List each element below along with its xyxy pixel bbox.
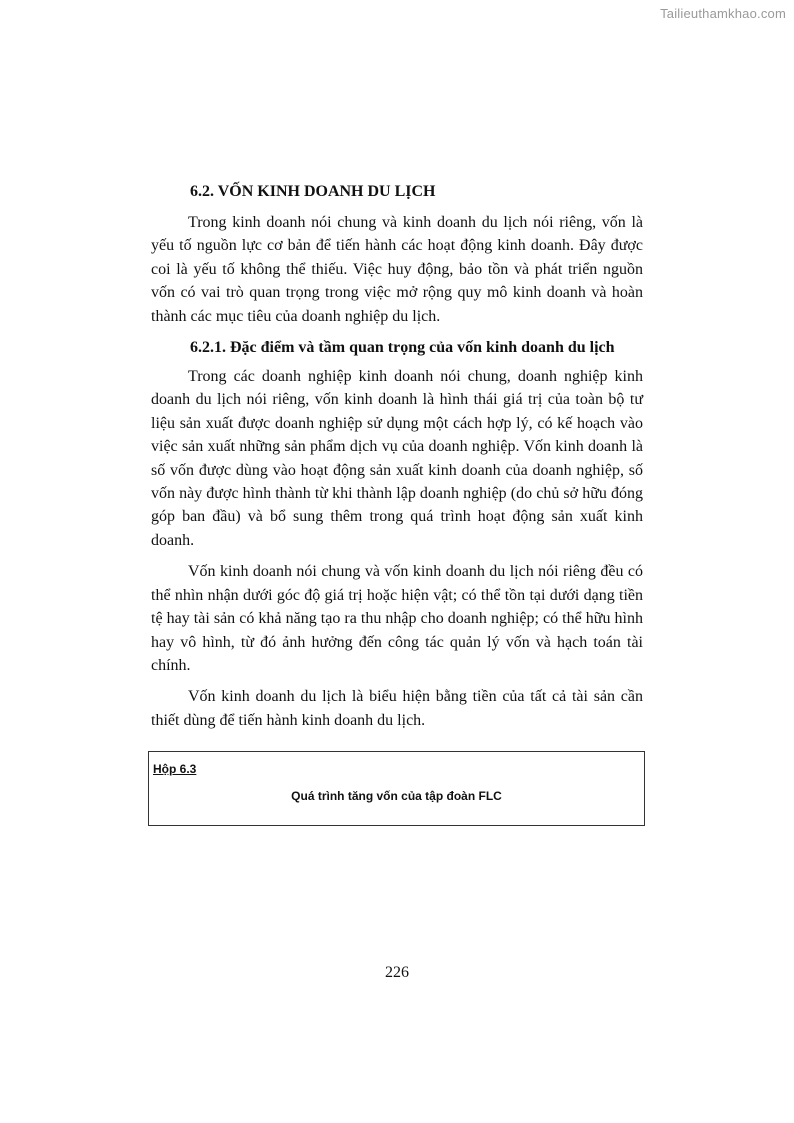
body-paragraph: Vốn kinh doanh du lịch là biểu hiện bằng tiền của tất cả tài sản cần thiết dùng để tiến hành kinh doanh du lịch.: [151, 688, 643, 729]
page-number: 226: [385, 964, 409, 981]
subsection-heading: 6.2.1. Đặc điểm và tầm quan trọng của vốn kinh doanh du lịch: [190, 339, 615, 357]
box-label: Hộp 6.3: [153, 762, 197, 776]
info-box: [148, 751, 645, 826]
section-intro-paragraph: Trong kinh doanh nói chung và kinh doanh du lịch nói riêng, vốn là yếu tố nguồn lực cơ bản để tiến hành các hoạt động kinh doanh. Đây được coi là yếu tố không thể thiếu. Việc huy động, bảo tồn và phát triển nguồn vốn có vai trò quan trọng trong việc mở rộng quy mô kinh doanh và hoàn thành các mục tiêu của doanh nghiệp du lịch.: [151, 214, 643, 325]
body-paragraph: Vốn kinh doanh nói chung và vốn kinh doanh du lịch nói riêng đều có thể nhìn nhận dưới góc độ giá trị hoặc hiện vật; có thể tồn tại dưới dạng tiền tệ hay tài sản có khả năng tạo ra thu nhập cho doanh nghiệp; có thể hữu hình hay vô hình, từ đó ảnh hưởng đến công tác quản lý vốn và hạch toán tài chính.: [151, 563, 643, 674]
page-content: [151, 180, 643, 740]
box-title: Quá trình tăng vốn của tập đoàn FLC: [291, 789, 502, 803]
body-paragraph: Trong các doanh nghiệp kinh doanh nói chung, doanh nghiệp kinh doanh du lịch nói riêng, vốn kinh doanh là hình thái giá trị của toàn bộ tư liệu sản xuất được doanh nghiệp sử dụng một cách hợp lý, có kế hoạch vào việc sản xuất những sản phẩm dịch vụ của doanh nghiệp. Vốn kinh doanh là số vốn được dùng vào hoạt động sản xuất kinh doanh của doanh nghiệp, số vốn này được hình thành từ khi thành lập doanh nghiệp (do chủ sở hữu đóng góp ban đầu) và bổ sung thêm trong quá trình hoạt động sản xuất kinh doanh.: [151, 368, 643, 549]
section-heading: 6.2. VỐN KINH DOANH DU LỊCH: [190, 183, 436, 200]
watermark: Tailieuthamkhao.com: [660, 6, 786, 21]
